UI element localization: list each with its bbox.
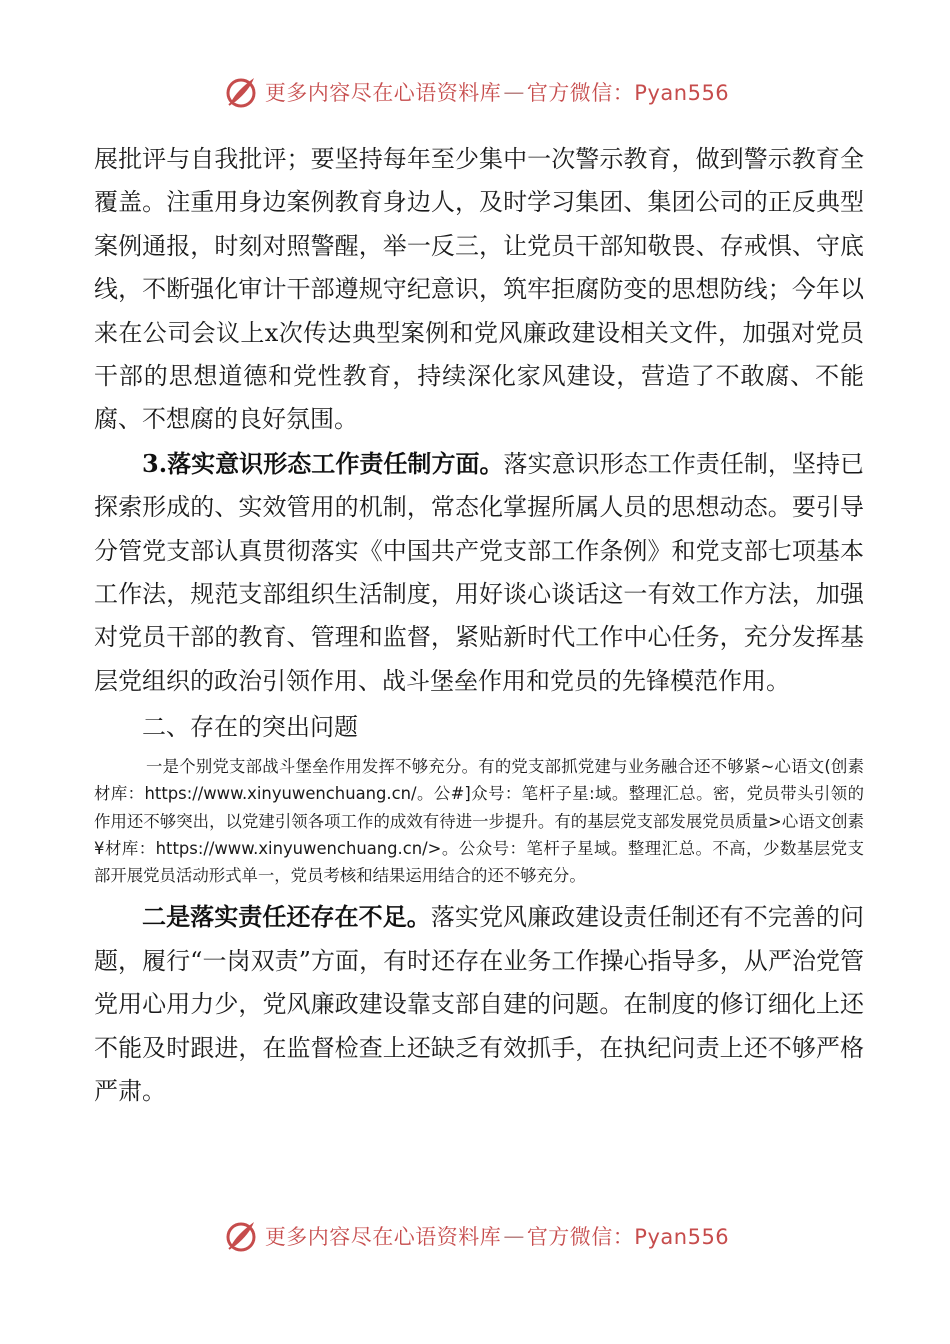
header-watermark: [0, 68, 950, 116]
watermark-contact: 官方微信：Pyan556: [526, 81, 730, 105]
paragraph-lead-problem-two: 二是落实责任还存在不足。: [142, 902, 431, 932]
section-heading-problems: 二、存在的突出问题: [142, 713, 358, 742]
paragraph-problem-one: 一是个别党支部战斗堡垒作用发挥不够充分。有的党支部抓党建与业务融合还不够紧~心语文(创素材库：https://www.xinyuwenchuang.cn/。公#]众号：笔杆子星:域。整理汇总。密，党员带头引领的作用还不够突出，以党建引领各项工作的成效有待进一步提升。有的基层党支部发展党员质量>心语文创素¥材库：https://www.xinyuwenchuang.cn/>。公众号：笔杆子星域。整理汇总。不高，少数基层党支部开展党员活动形式单一，党员考核和结果运用结合的还不够充分。: [94, 757, 864, 886]
paragraph-body-3: 落实意识形态工作责任制，坚持已探索形成的、实效管用的机制，常态化掌握所属人员的思想动态。要引导分管党支部认真贯彻落实《中国共产党支部工作条例》和党支部七项基本工作法，规范支部组织生活制度，用好谈心谈话这一有效工作方法，加强对党员干部的教育、管理和监督，紧贴新时代工作中心任务，充分发挥基层党组织的政治引领作用、战斗堡垒作用和党员的先锋模范作用。: [94, 449, 864, 695]
paragraph-warning-education: 展批评与自我批评；要坚持每年至少集中一次警示教育，做到警示教育全覆盖。注重用身边案例教育身边人，及时学习集团、集团公司的正反典型案例通报，时刻对照警醒，举一反三，让党员干部知敬畏、存戒惧、守底线，不断强化审计干部遵规守纪意识，筑牢拒腐防变的思想防线；今年以来在公司会议上x次传达典型案例和党风廉政建设相关文件，加强对党员干部的思想道德和党性教育，持续深化家风建设，营造了不敢腐、不能腐、不想腐的良好氛围。: [94, 145, 864, 434]
paragraph-problem-two: [94, 895, 864, 1113]
watermark-text: 更多内容尽在心语资料库: [264, 81, 502, 105]
watermark-text: 更多内容尽在心语资料库: [264, 1225, 502, 1249]
paragraph-body-problem-two: 落实党风廉政建设责任制还有不完善的问题，履行“一岗双责”方面，有时还存在业务工作操心指导多，从严治党管党用心用力少，党风廉政建设靠支部自建的问题。在制度的修订细化上还不能及时跟进，在监督检查上还缺乏有效抓手，在执纪问责上还不够严格严肃。: [94, 903, 864, 1105]
watermark-separator: —: [503, 80, 525, 104]
paragraph-ideology-responsibility: [94, 442, 864, 703]
paragraph-lead-3: 3.落实意识形态工作责任制方面。: [142, 448, 504, 478]
pen-logo-icon: [221, 72, 261, 112]
watermark-separator: —: [503, 1224, 525, 1248]
watermark-contact: 官方微信：Pyan556: [526, 1225, 730, 1249]
pen-logo-icon: [221, 1216, 261, 1256]
footer-watermark: [0, 1212, 950, 1260]
document-body: [94, 138, 864, 1113]
